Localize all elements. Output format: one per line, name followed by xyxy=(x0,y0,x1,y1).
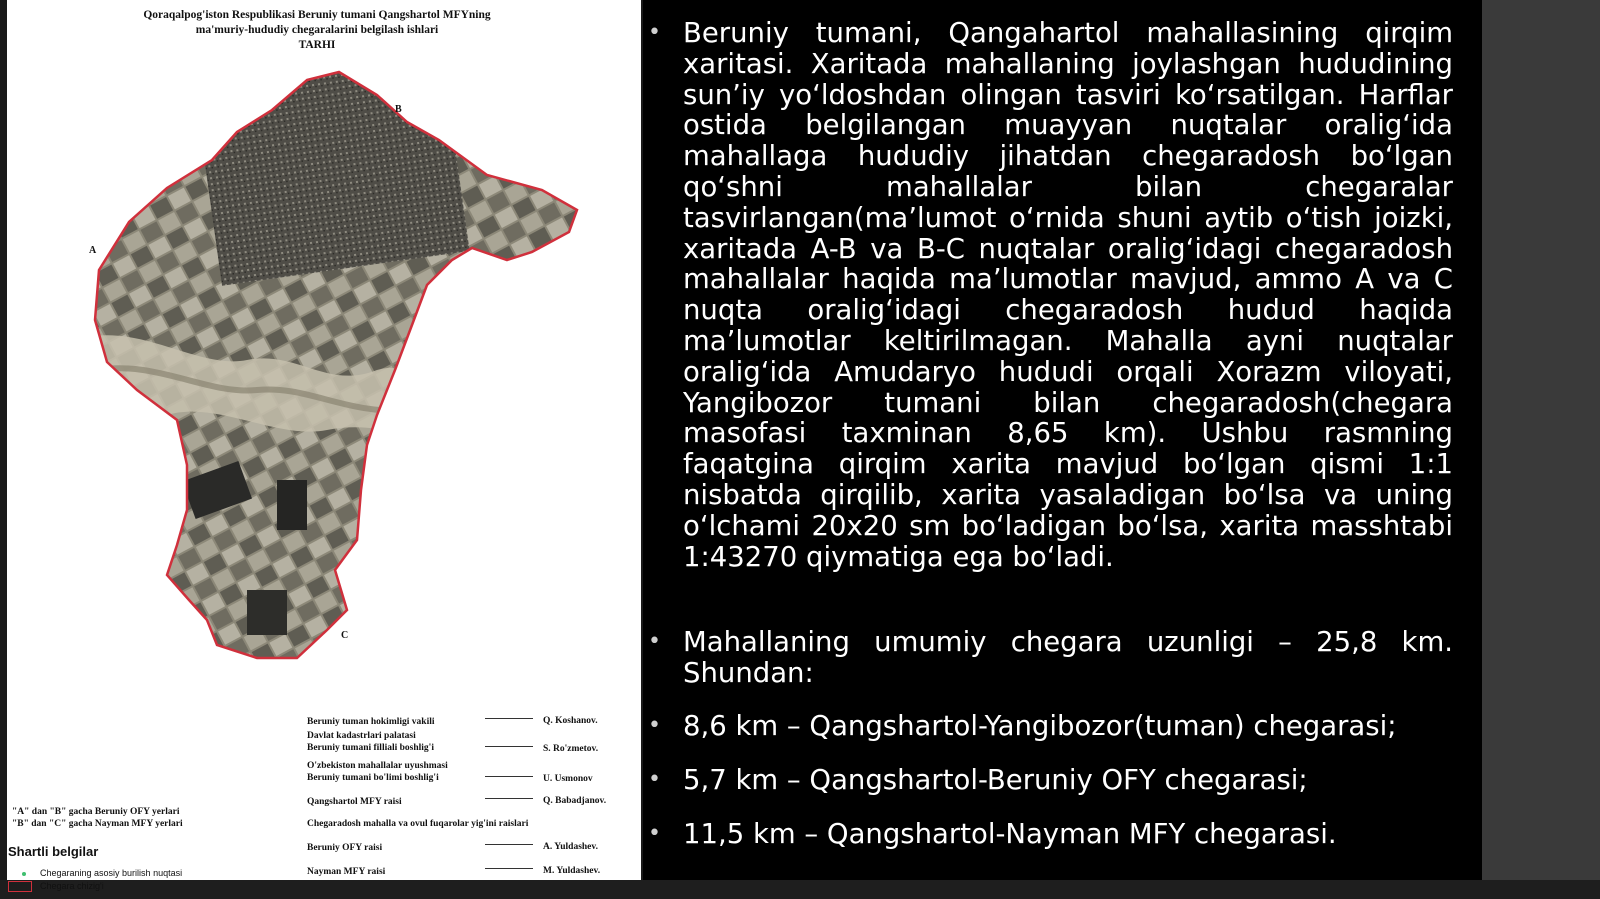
signature-line xyxy=(485,868,533,869)
bullet-item xyxy=(648,17,1453,573)
ofy-notes xyxy=(12,806,183,830)
window-side-strip xyxy=(1482,0,1600,899)
legend-item-label: Chegaraning asosiy burilish nuqtasi xyxy=(40,868,183,878)
signature-label-line: Beruniy tumani filliali boshlig'i xyxy=(307,743,434,753)
signature-label xyxy=(307,716,477,728)
signature-label xyxy=(307,730,477,754)
map-title-line: ma'muriy-hududiy chegaralarini belgilash ishlari xyxy=(195,24,439,36)
legend-item-label: Chegara chizig'i xyxy=(40,881,104,891)
signature-name: S. Ro'zmetov. xyxy=(543,744,599,754)
signature-label xyxy=(307,842,477,854)
satellite-map xyxy=(77,70,607,680)
point-label-c: C xyxy=(341,630,349,641)
signature-label xyxy=(307,818,627,830)
legend-item xyxy=(8,868,182,878)
signature-line xyxy=(485,844,533,845)
map-title-line: TARHI xyxy=(298,39,336,51)
signature-line xyxy=(485,718,533,719)
red-rectangle-icon xyxy=(8,881,32,892)
signature-label-line: Nayman MFY raisi xyxy=(307,867,386,877)
bullet-item xyxy=(648,764,1453,796)
bullet-dot-icon: • xyxy=(648,713,661,738)
signature-label-line: Beruniy tuman hokimligi vakili xyxy=(307,717,435,727)
map-title xyxy=(7,8,627,53)
signature-line xyxy=(485,776,533,777)
bullet-text: 5,7 km – Qangshartol-Beruniy OFY chegarasi; xyxy=(683,764,1308,796)
bullet-text: 8,6 km – Qangshartol-Yangibozor(tuman) chegarasi; xyxy=(683,710,1397,742)
green-dot-icon xyxy=(22,872,26,876)
signature-label-line: Beruniy OFY raisi xyxy=(307,843,383,853)
signature-label-line: O'zbekiston mahallalar uyushmasi xyxy=(307,761,448,771)
signature-label xyxy=(307,760,477,784)
bullet-dot-icon: • xyxy=(648,629,661,654)
signature-name: M. Yuldashev. xyxy=(543,866,601,876)
signature-label-line: Qangshartol MFY raisi xyxy=(307,797,402,807)
point-label-b: B xyxy=(395,104,402,115)
signature-line xyxy=(485,798,533,799)
bullet-item xyxy=(648,818,1453,850)
point-label-a: A xyxy=(89,245,97,256)
bullet-dot-icon: • xyxy=(648,20,661,45)
signature-label-line: Davlat kadastrlari palatasi xyxy=(307,731,416,741)
window-bottom-strip xyxy=(0,880,1600,899)
signature-name: Q. Koshanov. xyxy=(543,716,598,726)
signature-label-line: Chegaradosh mahalla va ovul fuqarolar yig'ini raislari xyxy=(307,819,529,829)
signature-name: A. Yuldashev. xyxy=(543,842,599,852)
legend-title: Shartli belgilar xyxy=(8,844,99,859)
signature-label xyxy=(307,866,477,878)
signature-name: Q. Babadjanov. xyxy=(543,796,607,806)
ofy-note: "B" dan "C" gacha Nayman MFY yerlari xyxy=(12,819,183,829)
bullet-dot-icon: • xyxy=(648,821,661,846)
bullet-text: Mahallaning umumiy chegara uzunligi – 25,8 km. Shundan: xyxy=(683,626,1453,689)
text-panel xyxy=(643,0,1482,880)
bullet-dot-icon: • xyxy=(648,767,661,792)
signature-name: U. Usmonov xyxy=(543,774,593,784)
signature-label xyxy=(307,796,477,808)
map-document xyxy=(7,0,641,891)
legend-item xyxy=(8,881,104,892)
signature-label-line: Beruniy tumani bo'limi boshlig'i xyxy=(307,773,439,783)
ofy-note: "A" dan "B" gacha Beruniy OFY yerlari xyxy=(12,807,180,817)
bullet-text: 11,5 km – Qangshartol-Nayman MFY chegarasi. xyxy=(683,818,1337,850)
bullet-item xyxy=(648,710,1453,742)
map-title-line: Qoraqalpog'iston Respublikasi Beruniy tumani Qangshartol MFYning xyxy=(143,9,491,21)
bullet-text: Beruniy tumani, Qangahartol mahallasining qirqim xaritasi. Xaritada mahallaning joylashgan hududining sun’iy yo‘ldoshdan olingan tasviri ko‘rsatilgan. Harflar ostida belgilangan muayyan nuqtalar oralig‘ida mahallaga hududiy jihatdan chegaradosh bo‘lgan qo‘shni mahallalar bilan chegaralar tasvirlangan(ma’lumot o‘rnida shuni aytib o‘tish joizki, xaritada A-B va B-C nuqtalar oralig‘idagi chegaradosh mahallalar haqida ma’lumotlar mavjud, ammo A va C nuqta oralig‘idagi chegaradosh hudud haqida ma’lumotlar keltirilmagan. Mahalla ayni nuqtalar oralig‘ida Amudaryo hududi orqali Xorazm viloyati, Yangibozor tumani bilan chegaradosh(chegara masofasi taxminan 8,65 km). Ushbu rasmning faqatgina qirqim xarita mavjud bo‘lgan qismi 1:1 nisbatda qirqilib, xarita yasaladigan bo‘lsa va uning o‘lchami 20x20 sm bo‘ladigan bo‘lsa, xarita masshtabi 1:43270 qiymatiga ega bo‘ladi. xyxy=(683,17,1453,573)
signature-line xyxy=(485,746,533,747)
bullet-item xyxy=(648,626,1453,689)
